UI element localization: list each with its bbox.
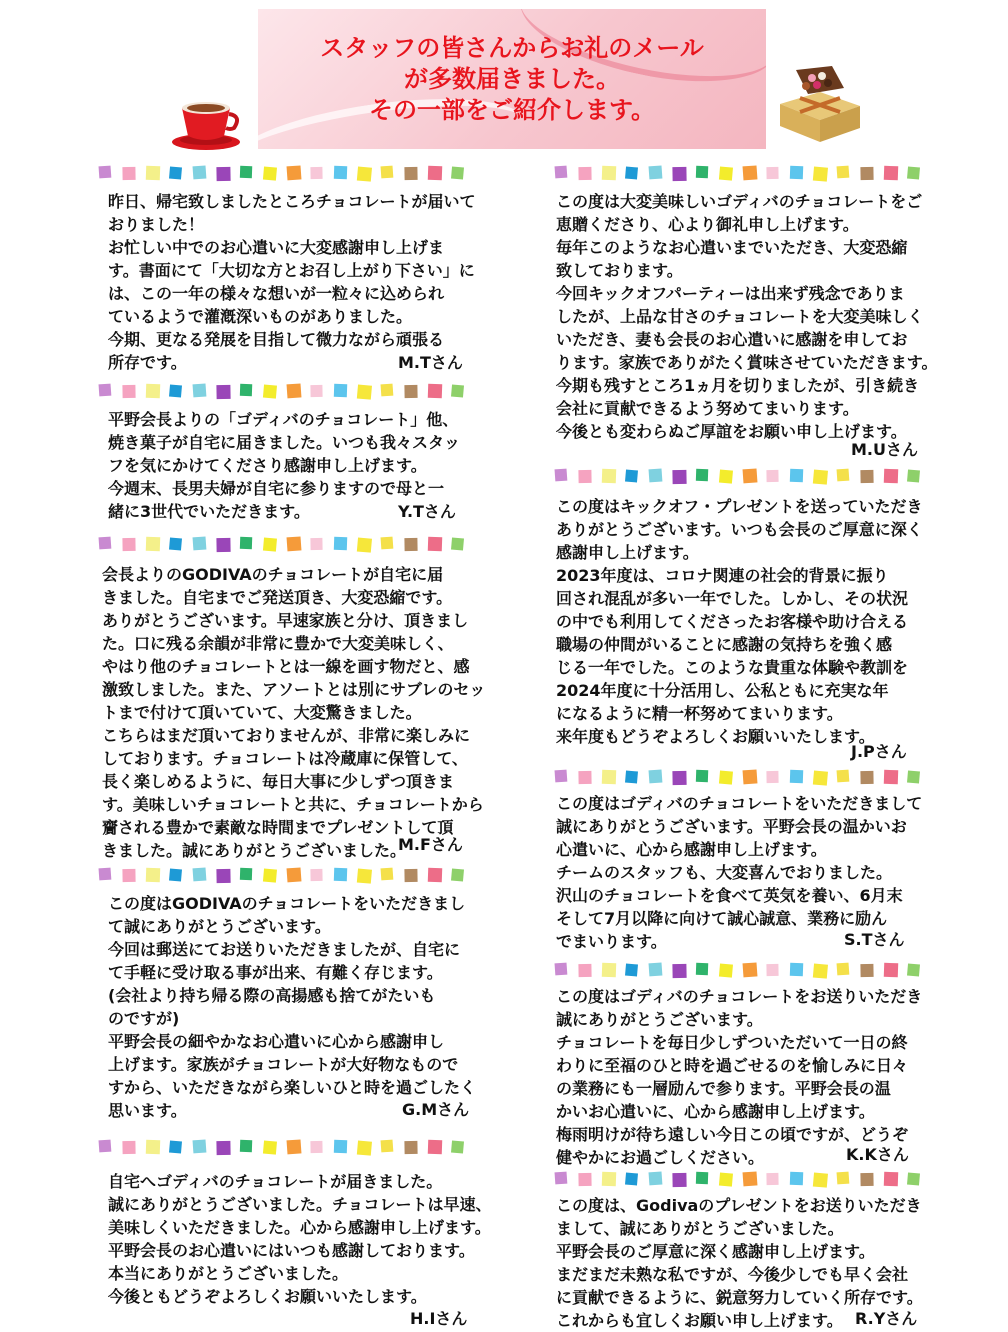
confetti-square [216, 538, 230, 552]
confetti-square [381, 1140, 394, 1153]
confetti-square [555, 770, 568, 783]
confetti-square [310, 869, 322, 881]
confetti-square [578, 964, 591, 977]
confetti-square [169, 166, 182, 179]
confetti-square [907, 469, 920, 482]
confetti-square [216, 385, 230, 399]
stripe-divider [551, 1170, 931, 1188]
page-title: スタッフの皆さんからお礼のメール が多数届きました。 その一部をご紹介します。 [320, 34, 704, 124]
confetti-square [357, 384, 372, 399]
confetti-square [169, 384, 182, 397]
confetti-square [404, 167, 417, 180]
message-text: この度はキックオフ・プレゼントを送っていただき ありがとうございます。いつも会長のご厚意に深く 感謝申し上げます。 2023年度は、コロナ関連の社会的背景に振り 回され混乱が多い一年でした。しかし、その状況 の中でも利用してくださったお客様や助け合える 職場の仲間がいることに感謝の気持ちを強く感 じる一年でした。このような貴重な体験や教訓を 2024年度に十分活用し、公私ともに充実な年 になるように精一杯努めてまいります。 来年度もどうぞよろしくお願いいたします。 [556, 497, 923, 746]
confetti-square [146, 1140, 160, 1154]
confetti-square [790, 166, 803, 179]
confetti-square [310, 538, 322, 550]
message-signature: R.Yさん [855, 1309, 918, 1328]
message-text: この度は、Godivaのプレゼントをお送りいただき まして、誠にありがとうございました。 平野会長のご厚意に深く感謝申し上げます。 まだまだ未熟な私ですが、今後少しでも早く会社 に貢献できるように、鋭意努力していく所存です。 これからも宜しくお願い申し上げます。 [556, 1196, 923, 1330]
confetti-square [649, 166, 663, 180]
message-text: 平野会長よりの「ゴディバのチョコレート」他、 焼き菓子が自宅に届きました。いつも我々スタッ フを気にかけてくださり感謝申し上げます。 今週末、長男夫婦が自宅に参りますので母と一 緒に3世代でいただきます。 [108, 410, 461, 521]
message-signature: G.Mさん [402, 1100, 470, 1119]
confetti-square [555, 166, 568, 179]
confetti-square [193, 166, 207, 180]
confetti-square [555, 1172, 568, 1185]
confetti-square [122, 385, 135, 398]
confetti-square [381, 537, 394, 550]
confetti-square [216, 167, 230, 181]
confetti-square [193, 1140, 207, 1154]
confetti-square [602, 963, 616, 977]
confetti-square [578, 167, 591, 180]
confetti-square [357, 868, 372, 883]
confetti-square [649, 963, 663, 977]
confetti-square [451, 1140, 464, 1153]
confetti-square [357, 537, 372, 552]
confetti-square [240, 384, 252, 396]
confetti-square [428, 868, 442, 882]
confetti-square [240, 537, 252, 549]
message-text: この度はゴディバのチョコレートをお送りいただき 誠にありがとうございます。 チョコレートを毎日少しずついただいて一日の終 わりに至福のひと時を過ごせるのを愉しみに日々 の業務にも一層励んで参ります。平野会長の温 かいお心遣いに、心から感謝申し上げます。 梅雨明けが待ち遠しい今日この頃ですが、どうぞ 健やかにお過ごしください。 [556, 987, 923, 1167]
confetti-square [381, 384, 394, 397]
confetti-square [884, 166, 898, 180]
confetti-square [451, 868, 464, 881]
confetti-square [672, 470, 686, 484]
confetti-square [240, 166, 252, 178]
confetti-square [216, 1141, 230, 1155]
confetti-square [240, 868, 252, 880]
confetti-square [263, 868, 277, 882]
confetti-square [169, 1140, 182, 1153]
confetti-square [287, 867, 302, 882]
confetti-square [860, 964, 873, 977]
stripe-divider [95, 535, 475, 553]
confetti-square [428, 537, 442, 551]
confetti-square [334, 537, 347, 550]
confetti-square [766, 1173, 778, 1185]
confetti-square [837, 469, 850, 482]
confetti-square [790, 1172, 803, 1185]
message-signature: J.Pさん [851, 742, 907, 761]
confetti-square [122, 167, 135, 180]
confetti-square [696, 770, 708, 782]
confetti-square [146, 537, 160, 551]
confetti-square [555, 469, 568, 482]
confetti-square [404, 869, 417, 882]
stripe-divider [95, 866, 475, 884]
confetti-square [240, 1140, 252, 1152]
confetti-square [860, 771, 873, 784]
confetti-square [578, 470, 591, 483]
confetti-square [837, 166, 850, 179]
confetti-square [672, 964, 686, 978]
confetti-square [625, 770, 638, 783]
message-signature: M.Uさん [851, 440, 918, 459]
confetti-square [99, 384, 112, 397]
confetti-square [766, 771, 778, 783]
message-signature: M.Fさん [398, 835, 463, 854]
confetti-square [287, 1139, 302, 1154]
confetti-square [602, 1172, 616, 1186]
confetti-square [625, 1172, 638, 1185]
message-text: この度はゴディバのチョコレートをいただきまして 誠にありがとうございます。平野会長の温かいお 心遣いに、心から感謝申し上げます。 チームのスタッフも、大変喜んでおりました。 沢山のチョコレートを食べて英気を養い、6月末 そして7月以降に向けて誠心誠意、業務に励ん でまいります。 [556, 794, 923, 951]
confetti-square [310, 167, 322, 179]
confetti-square [263, 166, 277, 180]
confetti-square [813, 1172, 828, 1187]
confetti-square [169, 868, 182, 881]
confetti-square [193, 537, 207, 551]
confetti-square [719, 469, 733, 483]
confetti-square [813, 469, 828, 484]
stripe-divider [95, 382, 475, 400]
message-signature: K.Kさん [846, 1145, 909, 1164]
message-text: 昨日、帰宅致しましたところチョコレートが届いて おりました！ お忙しい中でのお心遣いに大変感謝申し上げま す。書面にて「大切な方とお召し上がり下さい」に は、この一年の様々な想いが一粒々に込められ ているようで灌漑深いものがありました。 今期、更なる発展を目指して微力ながら頑張る 所存です。 [108, 192, 476, 372]
confetti-square [649, 469, 663, 483]
confetti-square [790, 469, 803, 482]
confetti-square [404, 1141, 417, 1154]
confetti-square [216, 869, 230, 883]
coffee-cup-icon [168, 96, 244, 152]
confetti-square [287, 536, 302, 551]
confetti-square [381, 868, 394, 881]
confetti-square [907, 166, 920, 179]
confetti-square [719, 1172, 733, 1186]
confetti-square [287, 165, 302, 180]
confetti-square [860, 470, 873, 483]
confetti-square [672, 1173, 686, 1187]
confetti-square [766, 470, 778, 482]
confetti-square [169, 537, 182, 550]
confetti-square [428, 1140, 442, 1154]
confetti-square [813, 166, 828, 181]
confetti-square [625, 469, 638, 482]
confetti-square [357, 1140, 372, 1155]
confetti-square [696, 963, 708, 975]
confetti-square [99, 868, 112, 881]
confetti-square [884, 469, 898, 483]
confetti-square [813, 963, 828, 978]
confetti-square [146, 384, 160, 398]
confetti-square [193, 384, 207, 398]
confetti-square [743, 769, 758, 784]
confetti-square [578, 1173, 591, 1186]
confetti-square [696, 166, 708, 178]
confetti-square [696, 1172, 708, 1184]
confetti-square [625, 963, 638, 976]
confetti-square [428, 166, 442, 180]
confetti-square [404, 385, 417, 398]
message-text: 自宅へゴディバのチョコレートが届きました。 誠にありがとうございました。チョコレートは早速、 美味しくいただきました。心から感謝申し上げます。 平野会長のお心遣いにはいつも感謝しております。 本当にありがとうございました。 今後ともどうぞよろしくお願いいたします。 [108, 1172, 492, 1306]
confetti-square [357, 166, 372, 181]
message-signature: H.Iさん [410, 1309, 468, 1328]
confetti-square [451, 537, 464, 550]
confetti-square [263, 384, 277, 398]
confetti-square [907, 1172, 920, 1185]
confetti-square [193, 868, 207, 882]
confetti-square [837, 1172, 850, 1185]
confetti-square [310, 385, 322, 397]
chocolate-box-icon [774, 66, 864, 146]
confetti-square [602, 469, 616, 483]
confetti-square [719, 166, 733, 180]
confetti-square [122, 869, 135, 882]
confetti-square [790, 963, 803, 976]
confetti-square [99, 1140, 112, 1153]
confetti-square [263, 537, 277, 551]
confetti-square [743, 962, 758, 977]
confetti-square [99, 537, 112, 550]
confetti-square [451, 166, 464, 179]
confetti-square [146, 166, 160, 180]
confetti-square [122, 538, 135, 551]
confetti-square [696, 469, 708, 481]
confetti-square [602, 770, 616, 784]
confetti-square [766, 167, 778, 179]
confetti-square [381, 166, 394, 179]
confetti-square [672, 167, 686, 181]
confetti-square [672, 771, 686, 785]
message-text: この度は大変美味しいゴディバのチョコレートをご 恵贈くださり、心より御礼申し上げます。 毎年このようなお心遣いまでいただき、大変恐縮 致しております。 今回キックオフパーティーは出来ず残念でありま したが、上品な甘さのチョコレートを大変美味しく いただき、妻も会長のお心遣いに感謝を申してお ります。家族でありがたく賞味させていただきます。 今期も残すところ1ヵ月を切りましたが、引き続き 会社に貢献できるよう努めてまいります。 今後とも変わらぬご厚誼をお願い申し上げます。 [556, 192, 938, 441]
confetti-square [334, 1140, 347, 1153]
confetti-square [555, 963, 568, 976]
confetti-square [790, 770, 803, 783]
confetti-square [766, 964, 778, 976]
stripe-divider [95, 1138, 475, 1156]
message-signature: Y.Tさん [398, 502, 456, 521]
header-banner [258, 9, 766, 149]
confetti-square [334, 166, 347, 179]
stripe-divider [95, 164, 475, 182]
stripe-divider [551, 768, 931, 786]
confetti-square [334, 384, 347, 397]
confetti-square [310, 1141, 322, 1153]
stripe-divider [551, 467, 931, 485]
confetti-square [719, 963, 733, 977]
confetti-square [837, 770, 850, 783]
confetti-square [884, 770, 898, 784]
confetti-square [334, 868, 347, 881]
stripe-divider [551, 961, 931, 979]
confetti-square [719, 770, 733, 784]
confetti-square [884, 963, 898, 977]
confetti-square [649, 770, 663, 784]
confetti-square [263, 1140, 277, 1154]
confetti-square [122, 1141, 135, 1154]
confetti-square [837, 963, 850, 976]
confetti-square [907, 963, 920, 976]
message-text: この度はGODIVAのチョコレートをいただきまし て誠にありがとうございます。 今回は郵送にてお送りいただきましたが、自宅に て手軽に受け取る事が出来、有難く存じます。 (会社より持ち帰る際の高揚感も捨てがたいも のですが) 平野会長の細やかなお心遣いに心から感謝申し 上げます。家族がチョコレートが大好物なもので すから、いただきながら楽しいひと時を過ごしたく 思います。 [108, 894, 477, 1120]
confetti-square [404, 538, 417, 551]
confetti-square [99, 166, 112, 179]
confetti-square [602, 166, 616, 180]
confetti-square [146, 868, 160, 882]
message-signature: M.Tさん [398, 353, 463, 372]
stripe-divider [551, 164, 931, 182]
confetti-square [743, 165, 758, 180]
confetti-square [743, 468, 758, 483]
confetti-square [907, 770, 920, 783]
confetti-square [287, 383, 302, 398]
confetti-square [649, 1172, 663, 1186]
confetti-square [860, 1173, 873, 1186]
confetti-square [625, 166, 638, 179]
confetti-square [884, 1172, 898, 1186]
message-signature: S.Tさん [844, 930, 905, 949]
confetti-square [428, 384, 442, 398]
confetti-square [578, 771, 591, 784]
confetti-square [451, 384, 464, 397]
message-text: 会長よりのGODIVAのチョコレートが自宅に届 きました。自宅までご発送頂き、大変恐縮です。 ありがとうございます。早速家族と分け、頂きまし た。口に残る余韻が非常に豊かで大変美味しく、 やはり他のチョコレートとは一線を画す物だと、感 激致しました。また、アソートとは別にサブレのセッ トまで付けて頂いていて、大変驚きました。 こちらはまだ頂いておりませんが、非常に楽しみに しております。チョコレートは冷蔵庫に保管して、 長く楽しめるように、毎日大事に少しずつ頂きま す。美味しいチョコレートと共に、チョコレートから 齎される豊かで素敵な時間までプレゼントして頂 きました。誠にありがとうございました。 [102, 565, 486, 860]
confetti-square [813, 770, 828, 785]
confetti-square [743, 1171, 758, 1186]
confetti-square [860, 167, 873, 180]
